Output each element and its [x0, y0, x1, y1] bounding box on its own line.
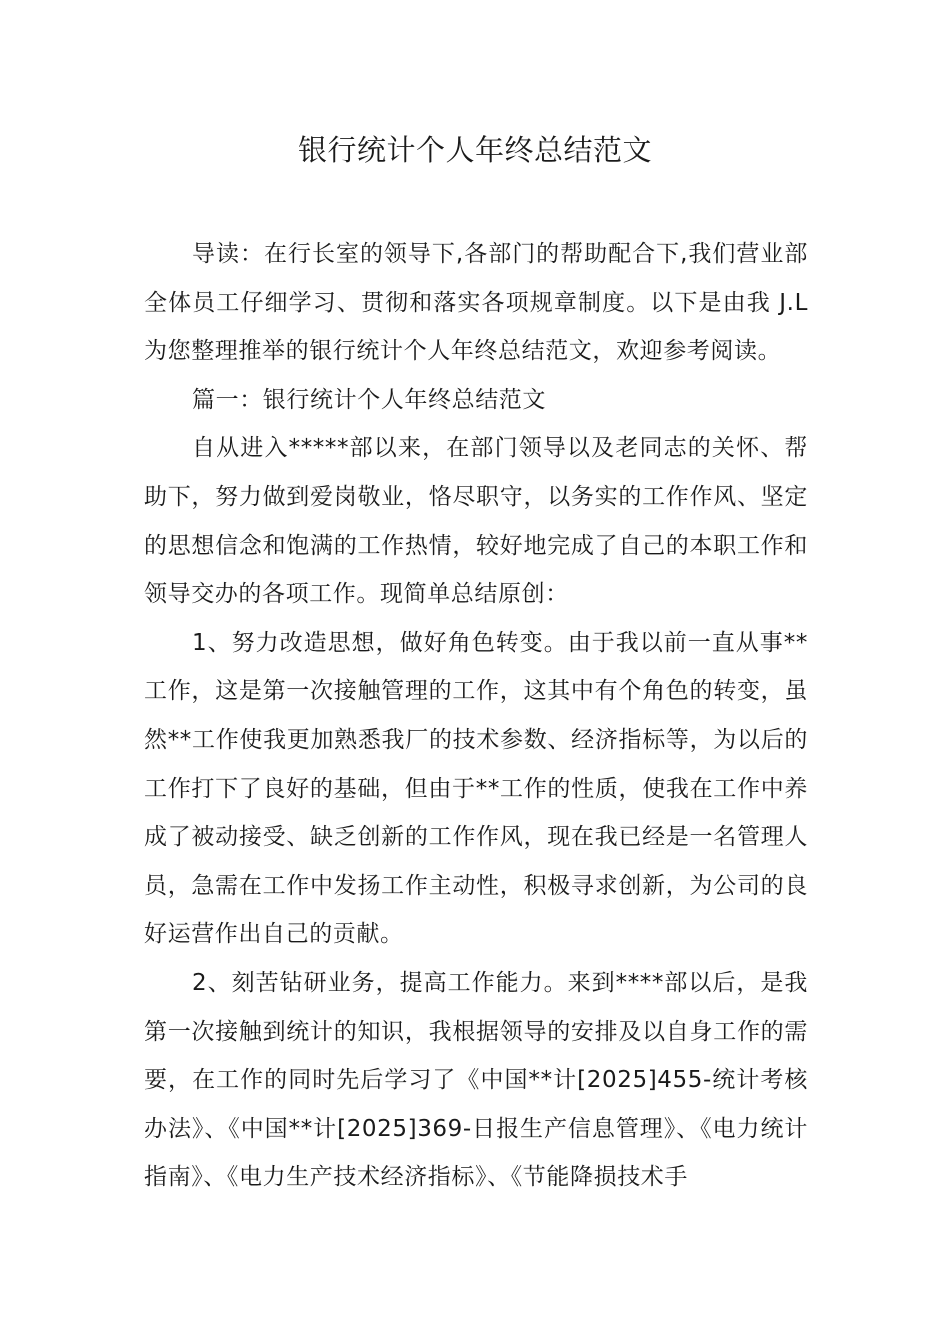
intro-paragraph: 导读：在行长室的领导下,各部门的帮助配合下,我们营业部全体员工仔细学习、贯彻和落实各项规章制度。以下是由我 J.L 为您整理推举的银行统计个人年终总结范文，欢迎参考阅读。	[144, 241, 808, 365]
document-body	[144, 230, 808, 1202]
body-paragraph: 2、刻苦钻研业务，提高工作能力。来到****部以后，是我第一次接触到统计的知识，我根据领导的安排及以自身工作的需要，在工作的同时先后学习了《中国**计[2025]455-统计考核办法》、《中国**计[2025]369-日报生产信息管理》、《电力统计指南》、《电力生产技术经济指标》、《节能降损技术手	[144, 969, 808, 1191]
body-paragraph: 自从进入*****部以来，在部门领导以及老同志的关怀、帮助下，努力做到爱岗敬业，恪尽职守，以务实的工作作风、坚定的思想信念和饱满的工作热情，较好地完成了自己的本职工作和领导交办的各项工作。现简单总结原创：	[144, 435, 808, 608]
section-heading: 篇一：银行统计个人年终总结范文	[192, 386, 546, 413]
document-title: 银行统计个人年终总结范文	[297, 133, 652, 167]
body-paragraph: 1、努力改造思想，做好角色转变。由于我以前一直从事**工作，这是第一次接触管理的工作，这其中有个角色的转变，虽然**工作使我更加熟悉我厂的技术参数、经济指标等，为以后的工作打下了良好的基础，但由于**工作的性质，使我在工作中养成了被动接受、缺乏创新的工作作风，现在我已经是一名管理人员，急需在工作中发扬工作主动性，积极寻求创新，为公司的良好运营作出自己的贡献。	[144, 629, 808, 948]
